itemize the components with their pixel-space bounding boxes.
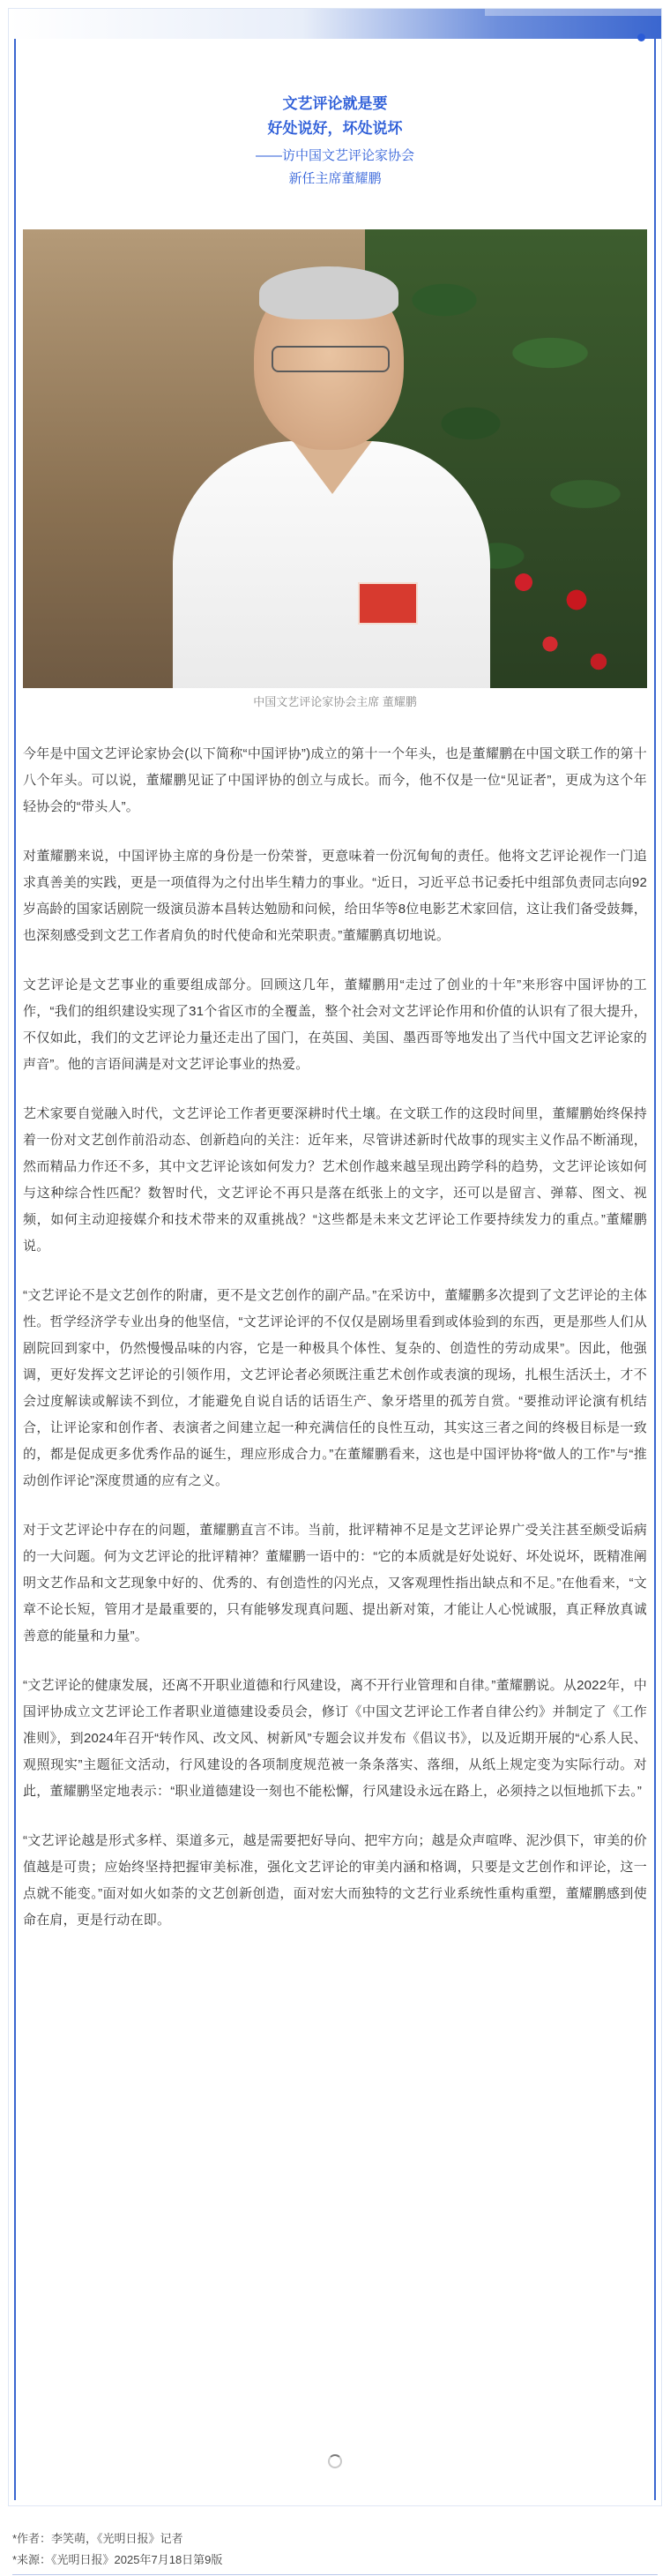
article-paragraph: 艺术家要自觉融入时代，文艺评论工作者更要深耕时代土壤。在文联工作的这段时间里，董耀鹏始终保持着一份对文艺创作前沿动态、创新趋向的关注：近年来，尽管讲述新时代故事的现实主义作品不断涌现，然而精品力作还不多，其中文艺评论该如何发力？艺术创作越来越呈现出跨学科的趋势，文艺评论该如何与这种综合性匹配？数智时代，文艺评论不再只是落在纸张上的文字，还可以是留言、弹幕、图文、视频，如何主动迎接媒介和技术带来的双重挑战？“这些都是未来文艺评论工作要持续发力的重点。”董耀鹏说。 bbox=[23, 1106, 647, 1254]
article-paragraph: 今年是中国文艺评论家协会(以下简称“中国评协”)成立的第十一个年头，也是董耀鹏在中国文联工作的第十八个年头。可以说，董耀鹏见证了中国评协的创立与成长。而今，他不仅是一位“见证者”，更成为这个年轻协会的“带头人”。 bbox=[23, 746, 647, 814]
credits-block bbox=[12, 2528, 658, 2571]
article-paragraph: 对于文艺评论中存在的问题，董耀鹏直言不讳。当前，批评精神不足是文艺评论界广受关注甚至颇受诟病的一大问题。何为文艺评论的批评精神？董耀鹏一语中的：“它的本质就是好处说好、坏处说坏，既精准阐明文艺作品和文艺现象中好的、优秀的、有创造性的闪光点，又客观理性指出缺点和不足。”在他看来，“文章不论长短，管用才是最重要的，只有能够发现真问题、提出新对策，才能让人心悦诚服，真正释放真诚善意的能量和力量”。 bbox=[23, 1523, 647, 1644]
article-paragraph: 对董耀鹏来说，中国评协主席的身份是一份荣誉，更意味着一份沉甸甸的责任。他将文艺评论视作一门追求真善美的实践，更是一项值得为之付出毕生精力的事业。“近日，习近平总书记委托中组部负责同志向92岁高龄的国家话剧院一级演员游本昌转达勉励和问候，给田华等8位电影艺术家回信，这让我们备受鼓舞，也深刻感受到文艺工作者肩负的时代使命和光荣职责。”董耀鹏真切地说。 bbox=[23, 849, 647, 943]
headline-line-1: 文艺评论就是要 bbox=[282, 95, 388, 112]
photo-person-hair bbox=[259, 266, 398, 319]
article-paragraph: “文艺评论的健康发展，还离不开职业道德和行风建设，离不开行业管理和自律。”董耀鹏说。从2022年，中国评协成立文艺评论工作者职业道德建设委员会，修订《中国文艺评论工作者自律公约》并制定了《工作准则》，到2024年召开“转作风、改文风、树新风”专题会议并发布《倡议书》，以及近期开展的“心系人民、观照现实”主题征文活动，行风建设的各项制度规范被一条条落实、落细，从纸上规定变为实际行动。对此，董耀鹏坚定地表示：“职业道德建设一刻也不能松懈，行风建设永远在路上，必须持之以恒地抓下去。” bbox=[23, 1678, 647, 1799]
photo-red-flowers bbox=[497, 547, 621, 688]
source-credit: *来源：《光明日报》2025年7月18日第9版 bbox=[12, 2553, 223, 2566]
header-stripe bbox=[485, 9, 661, 16]
headline-line-2: 好处说好，坏处说坏 bbox=[267, 120, 403, 137]
article-paragraph: 文艺评论是文艺事业的重要组成部分。回顾这几年，董耀鹏用“走过了创业的十年”来形容中国评协的工作，“我们的组织建设实现了31个省区市的全覆盖，整个社会对文艺评论作用和价值的认识有了很大提升，不仅如此，我们的文艺评论力量还走出了国门，在英国、美国、墨西哥等地发出了当代中国文艺评论家的声音”。他的言语间满是对文艺评论事业的热爱。 bbox=[23, 977, 647, 1072]
subtitle-line-2: 新任主席董耀鹏 bbox=[288, 171, 382, 186]
corner-dot-icon bbox=[637, 34, 645, 41]
photo-person-glasses bbox=[272, 346, 390, 372]
article-paragraph: “文艺评论越是形式多样、渠道多元，越是需要把好导向、把牢方向；越是众声喧哗、泥沙俱下，审美的价值越是可贵；应始终坚持把握审美标准，强化文艺评论的审美内涵和格调，只要是文艺创作和评论，这一点就不能变。”面对如火如荼的文艺创新创造，面对宏大而独特的文艺行业系统性重构重塑，董耀鹏感到使命在肩，更是行动在即。 bbox=[23, 1833, 647, 1928]
credits-divider bbox=[12, 2574, 658, 2575]
title-block bbox=[9, 92, 661, 191]
header-banner bbox=[9, 9, 661, 39]
right-border-rule bbox=[654, 39, 656, 2500]
article-frame bbox=[9, 9, 661, 2505]
portrait-photo bbox=[23, 229, 647, 688]
subtitle-line-1: ——访中国文艺评论家协会 bbox=[255, 148, 414, 163]
author-credit: *作者：李笑萌，《光明日报》记者 bbox=[12, 2532, 183, 2545]
photo-caption: 中国文艺评论家协会主席 董耀鹏 bbox=[253, 695, 417, 708]
article-body bbox=[23, 741, 647, 1957]
loading-spinner-icon bbox=[328, 2454, 342, 2468]
article-paragraph: “文艺评论不是文艺创作的附庸，更不是文艺创作的副产品。”在采访中，董耀鹏多次提到了文艺评论的主体性。哲学经济学专业出身的他坚信，“文艺评论评的不仅仅是剧场里看到或体验到的东西，更是那些人们从剧院回到家中，仍然慢慢品味的内容，它是一种极具个体性、复杂的、创造性的劳动成果”。因此，他强调，更好发挥文艺评论的引领作用，文艺评论者必须既注重艺术创作或表演的现场，扎根生活沃土，才不会过度解读或解读不到位，才能避免自说自话的话语生产、象牙塔里的孤芳自赏。“要推动评论演有机结合，让评论家和创作者、表演者之间建立起一种充满信任的良性互动，其实这三者之间的终极目标是一致的，都是促成更多优秀作品的诞生，理应形成合力。”在董耀鹏看来，这也是中国评协将“做人的工作”与“推动创作评论”深度贯通的应有之义。 bbox=[23, 1288, 647, 1488]
left-border-rule bbox=[14, 39, 16, 2500]
photo-name-badge bbox=[358, 582, 418, 625]
